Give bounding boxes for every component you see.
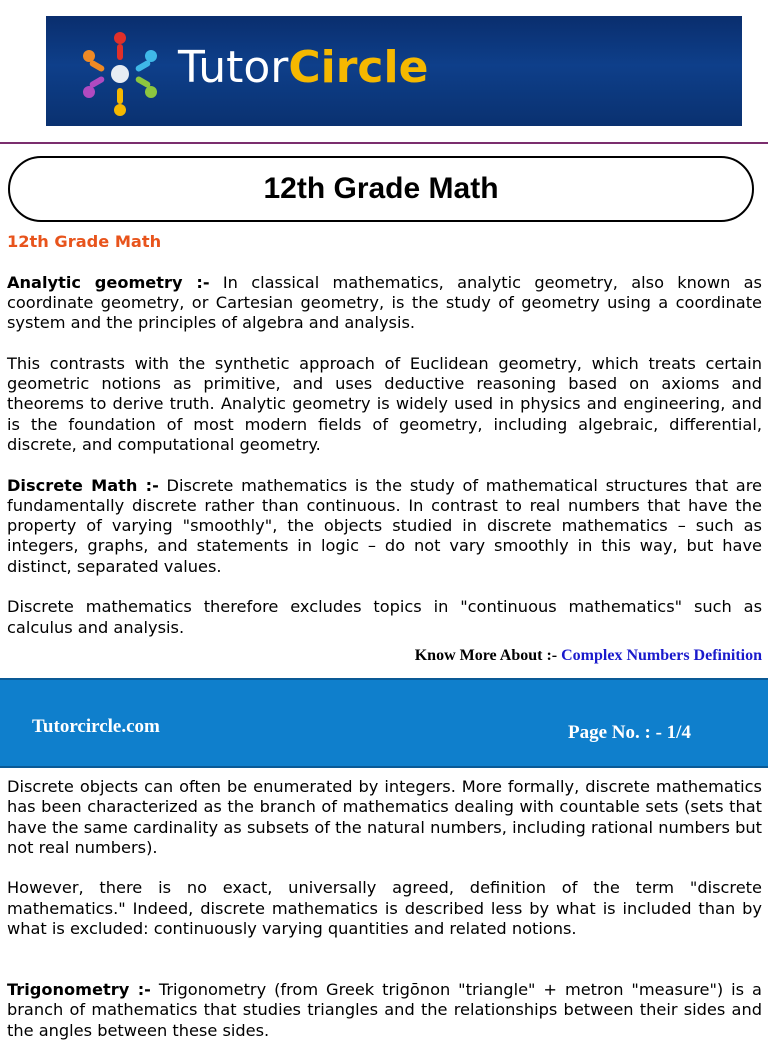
- header-banner: [46, 16, 742, 126]
- page-number: Page No. : - 1/4: [568, 722, 691, 743]
- enumerated-paragraph: Discrete objects can often be enumerated by integers. More formally, discrete mathematics has been characterized as the branch of mathematics dealing with countable sets (sets that have the same cardinality as subsets of the natural numbers, including rational numbers but not real numbers).: [7, 777, 762, 857]
- excludes-paragraph: Discrete mathematics therefore excludes topics in "continuous mathematics" such as calculus and analysis.: [7, 597, 762, 637]
- analytic-label: Analytic geometry :-: [7, 272, 210, 292]
- however-paragraph: However, there is no exact, universally agreed, definition of the term "discrete mathematics." Indeed, discrete mathematics is described less by what is included than by what is excluded: continuously varying quantities and related notions.: [7, 878, 762, 939]
- know-more-label: Know More About :-: [414, 647, 558, 664]
- discrete-paragraph: [7, 476, 762, 577]
- know-more-line: [415, 646, 762, 666]
- discrete-label: Discrete Math :-: [7, 475, 159, 495]
- trig-text: Trigonometry (from Greek trigōnon "triangle" + metron "measure") is a branch of mathematics that studies triangles and the relationships between their sides and the angles between these sides.: [7, 979, 762, 1040]
- content-page-2: [7, 777, 762, 1041]
- logo-word-tutor: Tutor: [178, 42, 289, 93]
- section-heading: 12th Grade Math: [7, 232, 162, 251]
- page-footer-bar: [0, 678, 768, 768]
- analytic-text: In classical mathematics, analytic geometry, also known as coordinate geometry, or Cartesian geometry, is the study of geometry using a coordinate system and the principles of algebra and analysis.: [7, 272, 762, 333]
- tutorcircle-logo-icon: [70, 26, 170, 118]
- complex-numbers-link[interactable]: Complex Numbers Definition: [557, 647, 762, 664]
- header-divider: [0, 142, 768, 144]
- analytic-paragraph: [7, 273, 762, 334]
- brand-logo-text: [178, 40, 428, 96]
- trig-label: Trigonometry :-: [7, 979, 151, 999]
- page-title: 12th Grade Math: [263, 172, 499, 205]
- discrete-text: Discrete mathematics is the study of mathematical structures that are fundamentally discrete rather than continuous. In contrast to real numbers that have the property of varying "smoothly", the objects studied in discrete mathematics – such as integers, graphs, and statements in logic – do not vary smoothly in this way, but have distinct, separated values.: [7, 475, 762, 576]
- page-title-box: [8, 156, 754, 222]
- logo-word-circle: Circle: [288, 42, 429, 93]
- footer-site-name: Tutorcircle.com: [32, 716, 160, 737]
- content-page-1: [7, 232, 762, 638]
- trig-paragraph: [7, 980, 762, 1041]
- contrast-paragraph: This contrasts with the synthetic approach of Euclidean geometry, which treats certain geometric notions as primitive, and uses deductive reasoning based on axioms and theorems to derive truth. Analytic geometry is widely used in physics and engineering, and is the foundation of most modern fields of geometry, including algebraic, differential, discrete, and computational geometry.: [7, 353, 762, 454]
